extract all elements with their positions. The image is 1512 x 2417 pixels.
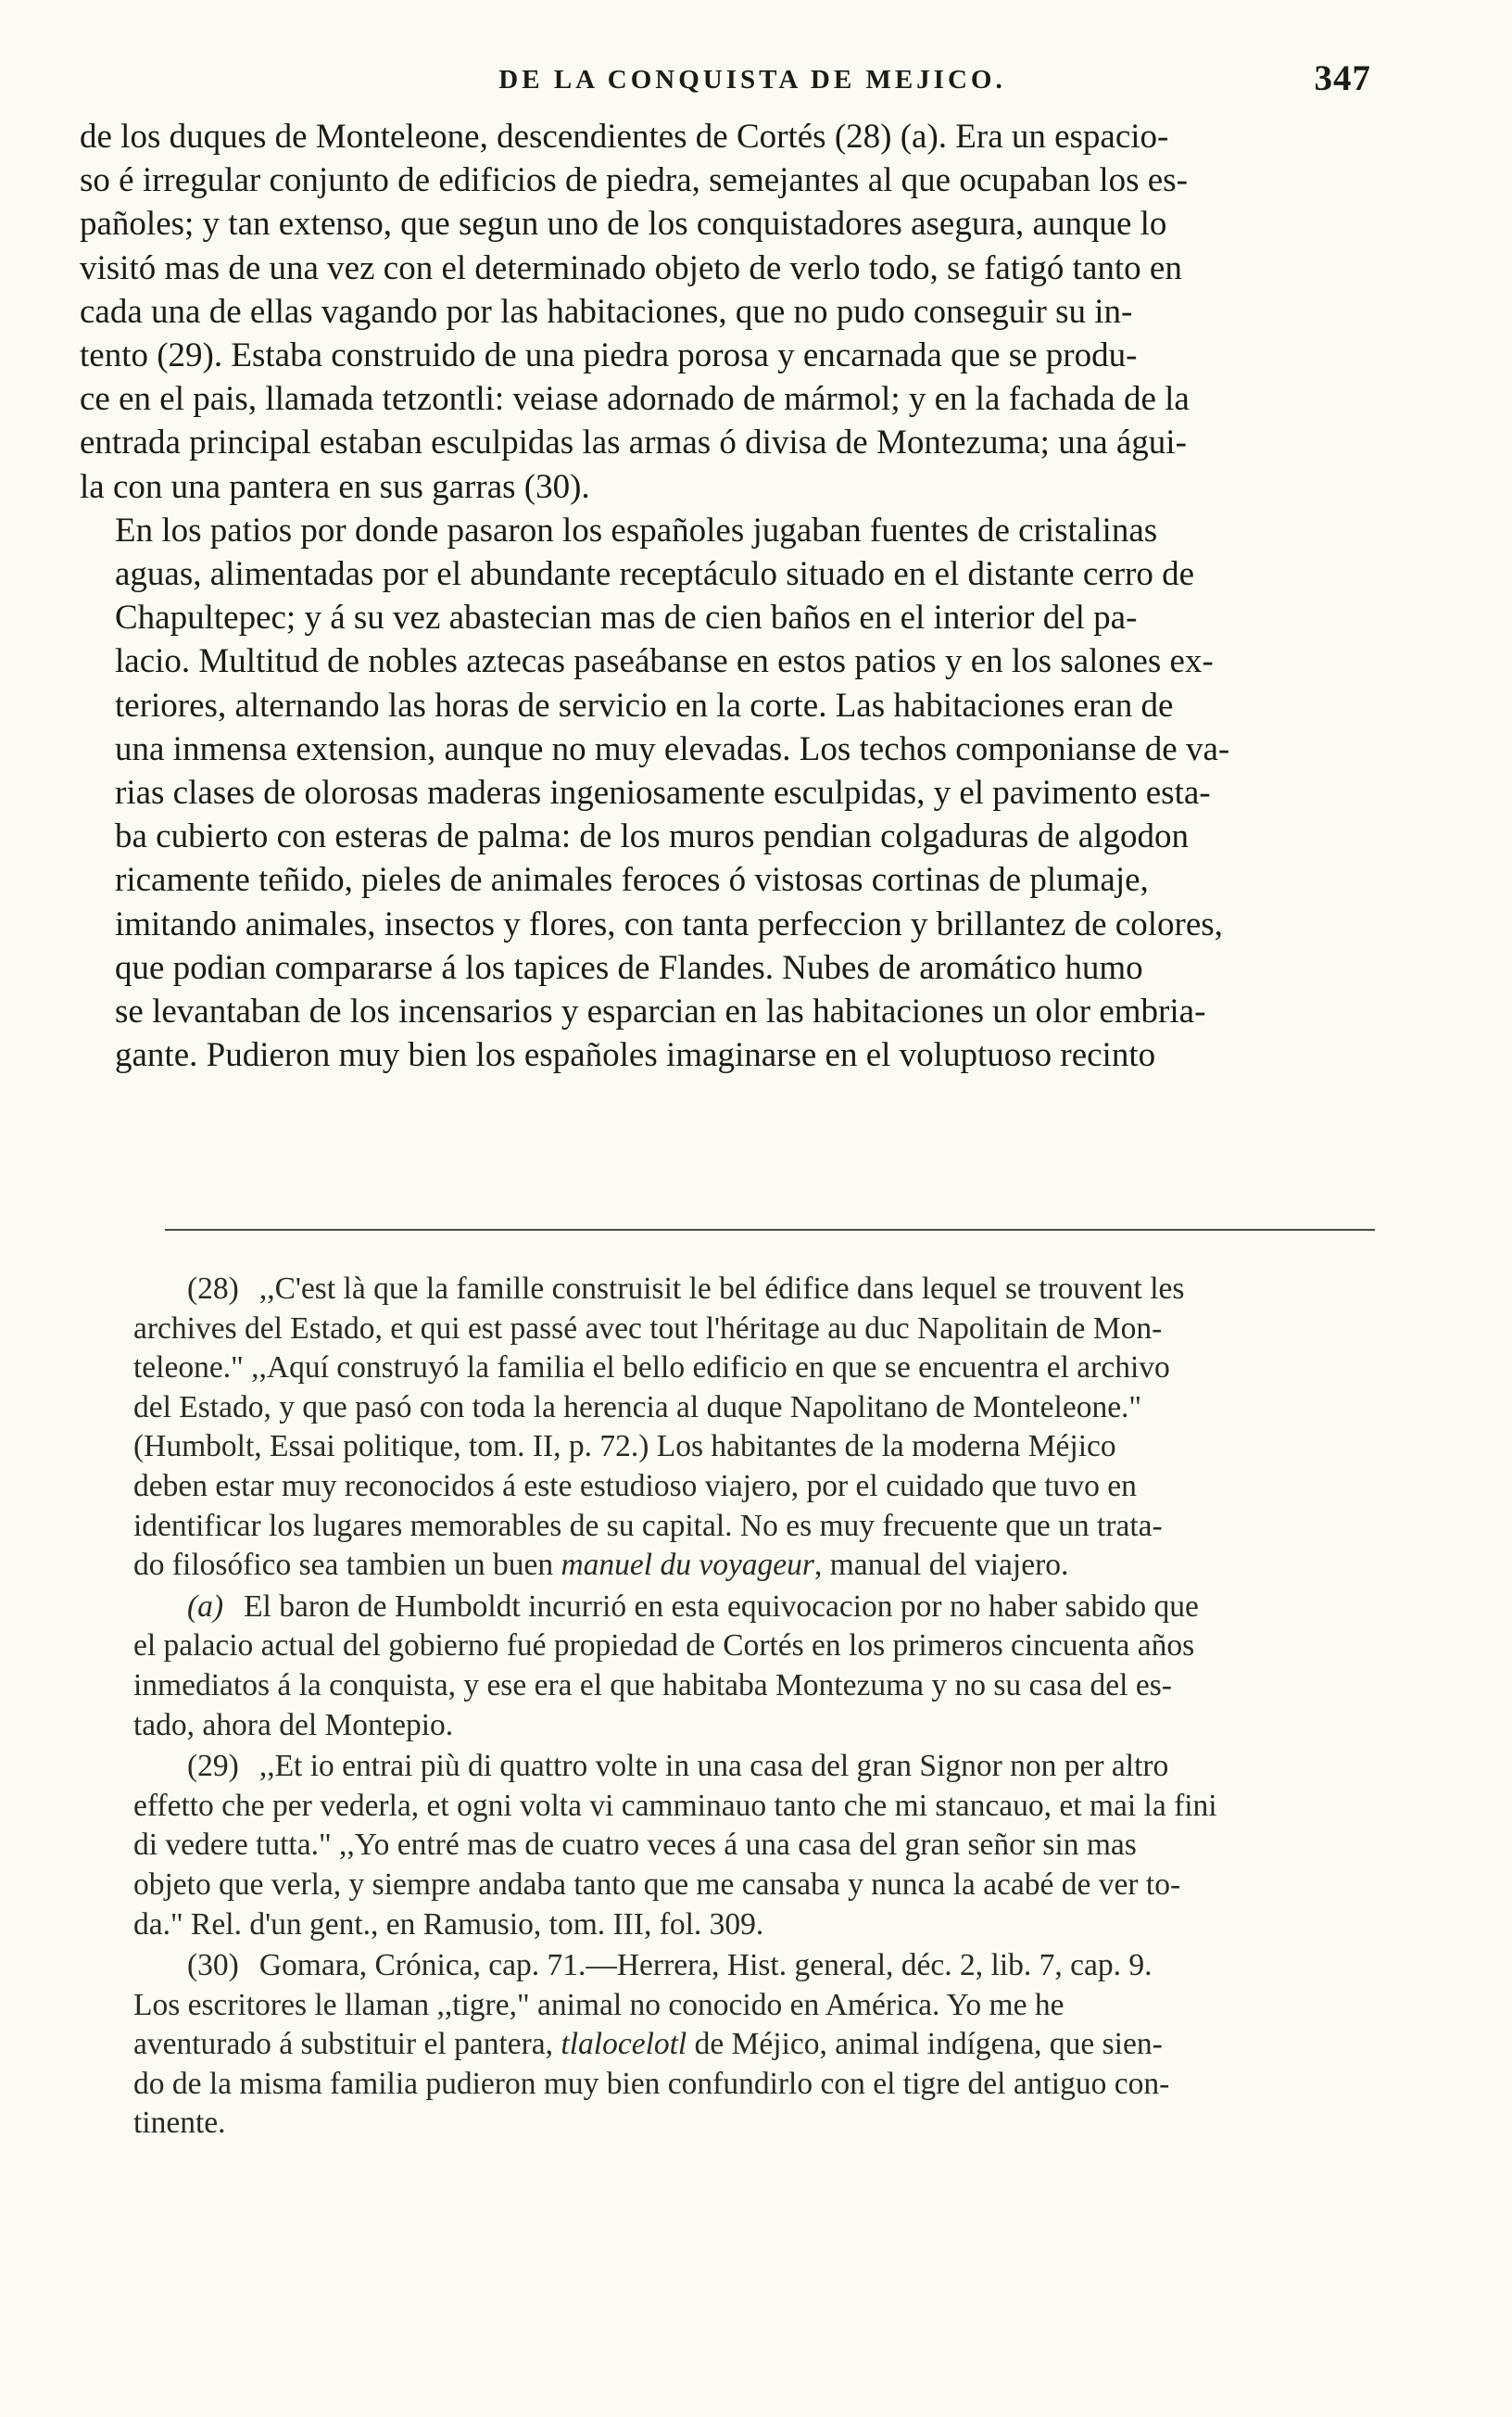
footnote-28 [80, 1270, 1380, 1586]
text-line: gante. Pudieron muy bien los españoles imaginarse en el voluptuoso recinto [115, 1036, 1156, 1075]
footnote-ref: (30) [187, 1948, 239, 1983]
footnote-italic-term: tlalocelotl [561, 2027, 687, 2062]
footnote-line: identificar los lugares memorables de su capital. No es muy frecuente que un trata- [133, 1508, 1163, 1543]
text-line: se levantaban de los incensarios y esparcian en las habitaciones un olor embria- [115, 993, 1206, 1031]
text-line: que podian compararse á los tapices de Flandes. Nubes de aromático humo [115, 948, 1143, 987]
text-line: la con una pantera en sus garras (30). [80, 467, 590, 506]
footnote-line [80, 1588, 1380, 1627]
text-line: tento (29). Estaba construido de una piedra porosa y encarnada que se produ- [80, 336, 1138, 375]
footnote-line [80, 1946, 1380, 1986]
footnote-line: el palacio actual del gobierno fué propiedad de Cortés en los primeros cincuenta años [133, 1628, 1195, 1664]
running-head [76, 57, 1429, 113]
footnote-line: inmediatos á la conquista, y ese era el que habitaba Montezuma y no su casa del es- [133, 1667, 1172, 1702]
footnote-line: Los escritores le llaman ,,tigre," animal no conocido en América. Yo me he [133, 1987, 1065, 2022]
footnote-line: di vedere tutta." ,,Yo entré mas de cuatro veces á una casa del gran señor sin mas [133, 1828, 1137, 1863]
text-line: pañoles; y tan extenso, que segun uno de los conquistadores asegura, aunque lo [80, 205, 1167, 244]
footnote-line [80, 1270, 1380, 1310]
footnote-a [80, 1588, 1380, 1745]
page-number: 347 [1314, 58, 1371, 98]
footnote-line: tado, ahora del Montepio. [133, 1707, 454, 1742]
text-line: so é irregular conjunto de edificios de piedra, semejantes al que ocupaban los es- [80, 161, 1188, 200]
main-text [80, 115, 1380, 1077]
text-line: lacio. Multitud de nobles aztecas paseábanse en estos patios y en los salones ex- [115, 642, 1214, 681]
paragraph-2 [80, 509, 1380, 1078]
text-line: aguas, alimentadas por el abundante receptáculo situado en el distante cerro de [115, 555, 1195, 594]
footnote-ref: (29) [187, 1749, 239, 1784]
footnote-text: Gomara, Crónica, cap. 71.—Herrera, Hist. general, déc. 2, lib. 7, cap. 9. [258, 1948, 1153, 1983]
running-title: DE LA CONQUISTA DE MEJICO. [498, 65, 1006, 95]
footnote-line: effetto che per vederla, et ogni volta vi camminauo tanto che mi stancauo, et mai la fini [133, 1788, 1217, 1823]
footnote-text: de Méjico, animal indígena, que sien- [687, 2027, 1163, 2062]
text-line: ricamente teñido, pieles de animales feroces ó vistosas cortinas de plumaje, [115, 861, 1149, 900]
footnote-line: deben estar muy reconocidos á este estudioso viajero, por el cuidado que tuvo en [133, 1468, 1137, 1503]
text-line: ce en el pais, llamada tetzontli: veiase adornado de mármol; y en la fachada de la [80, 380, 1190, 419]
footnote-text: El baron de Humboldt incurrió en esta equivocacion por no haber sabido que [244, 1588, 1199, 1624]
text-line: Chapultepec; y á su vez abastecian mas de cien baños en el interior del pa- [115, 599, 1138, 638]
text-line: entrada principal estaban esculpidas las armas ó divisa de Montezuma; una águi- [80, 424, 1187, 462]
footnote-line: do de la misma familia pudieron muy bien confundirlo con el tigre del antiguo con- [133, 2066, 1170, 2101]
text-line: de los duques de Monteleone, descendientes de Cortés (28) (a). Era un espacio- [80, 118, 1169, 156]
text-line: ba cubierto con esteras de palma: de los muros pendian colgaduras de algodon [115, 817, 1189, 856]
footnote-divider [165, 1229, 1375, 1231]
footnote-line: da." Rel. d'un gent., en Ramusio, tom. III, fol. 309. [133, 1906, 764, 1942]
footnote-text: , manual del viajero. [813, 1548, 1069, 1583]
footnote-29 [80, 1747, 1380, 1944]
footnote-line: (Humbolt, Essai politique, tom. II, p. 72.) Los habitantes de la moderna Méjico [133, 1429, 1116, 1464]
text-line: cada una de ellas vagando por las habitaciones, que no pudo conseguir su in- [80, 292, 1133, 331]
footnote-line [80, 1747, 1380, 1787]
text-line: En los patios por donde pasaron los españoles jugaban fuentes de cristalinas [115, 511, 1158, 550]
footnote-line: del Estado, y que pasó con toda la herencia al duque Napolitano de Monteleone." [133, 1389, 1142, 1424]
footnote-30 [80, 1946, 1380, 2144]
footnote-italic-title: manuel du voyageur [561, 1548, 814, 1583]
footnotes [80, 1270, 1380, 2145]
footnote-ref: (a) [187, 1588, 224, 1624]
footnote-text: ,,Et io entrai più di quattro volte in una casa del gran Signor non per altro [258, 1749, 1169, 1784]
footnote-text: do filosófico sea tambien un buen [133, 1548, 561, 1583]
footnote-line: archives del Estado, et qui est passé avec tout l'héritage au duc Napolitain de Mon- [133, 1310, 1163, 1346]
text-line: teriores, alternando las horas de servicio en la corte. Las habitaciones eran de [115, 686, 1174, 725]
footnote-line: objeto que verla, y siempre andaba tanto que me cansaba y nunca la acabé de ver to- [133, 1867, 1181, 1902]
footnote-line: teleone." ,,Aquí construyó la familia el bello edificio en que se encuentra el archivo [133, 1350, 1170, 1386]
paragraph-1 [80, 115, 1380, 509]
footnote-line [80, 2025, 1380, 2065]
text-line: rias clases de olorosas maderas ingeniosamente esculpidas, y el pavimento esta- [115, 774, 1211, 813]
footnote-text: ,,C'est là que la famille construisit le bel édifice dans lequel se trouvent les [258, 1272, 1185, 1306]
text-line: una inmensa extension, aunque no muy elevadas. Los techos componianse de va- [115, 729, 1230, 768]
text-line: imitando animales, insectos y flores, con tanta perfeccion y brillantez de colores, [115, 905, 1223, 943]
footnote-line [80, 1546, 1380, 1586]
footnote-text: aventurado á substituir el pantera, [133, 2027, 561, 2062]
text-line: visitó mas de una vez con el determinado objeto de verlo todo, se fatigó tanto en [80, 248, 1182, 287]
footnote-ref: (28) [187, 1272, 239, 1306]
footnote-line: tinente. [133, 2106, 226, 2141]
